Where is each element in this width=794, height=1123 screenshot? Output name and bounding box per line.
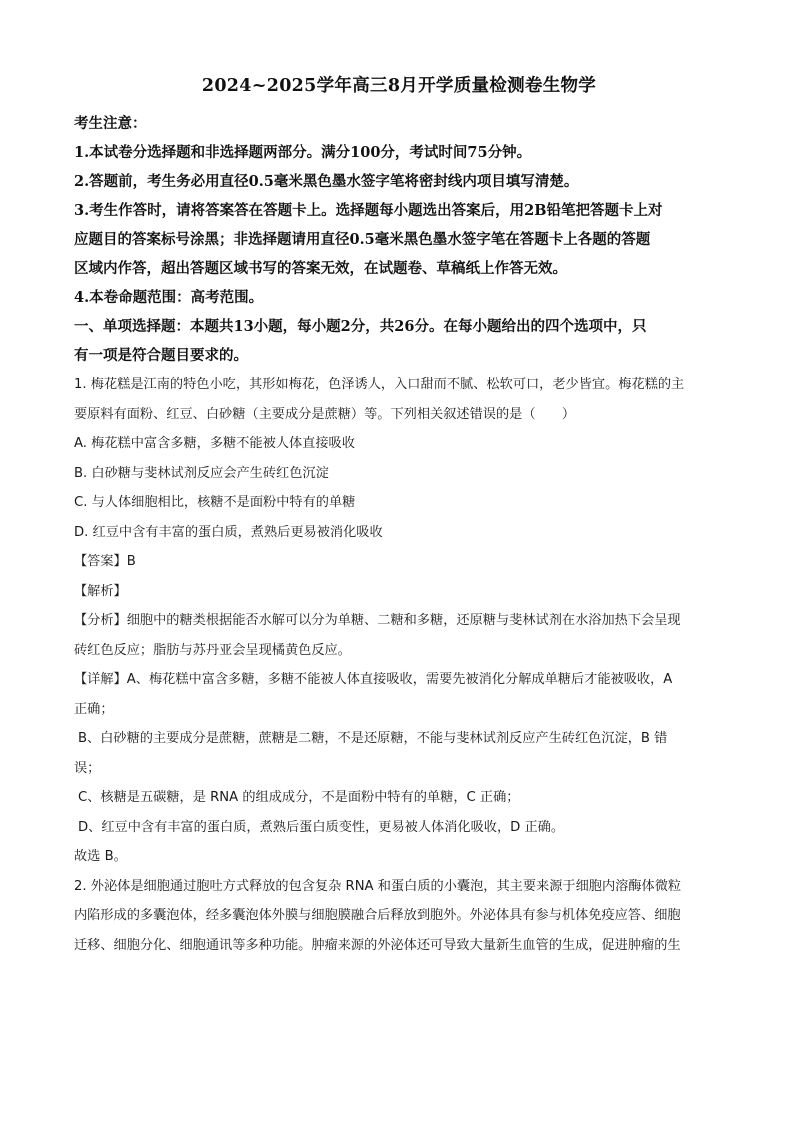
document-title: 2024~2025学年高三8月开学质量检测卷生物学 bbox=[201, 76, 597, 96]
option-c: C. 与人体细胞相比，核糖不是面粉中特有的单糖 bbox=[74, 495, 356, 510]
question-stem: 1. 梅花糕是江南的特色小吃，其形如梅花，色泽诱人，入口甜而不腻、松软可口，老少皆宜。梅花糕的主 bbox=[74, 377, 685, 392]
question-stem: 要原料有面粉、红豆、白砂糖（主要成分是蔗糖）等。下列相关叙述错误的是（ ） bbox=[74, 406, 576, 422]
section-heading: 一、单项选择题：本题共13小题，每小题2分，共26分。在每小题给出的四个选项中，只 bbox=[74, 318, 647, 335]
answer: 【答案】B bbox=[74, 554, 136, 569]
analysis-line: 【分析】细胞中的糖类根据能否水解可以分为单糖、二糖和多糖，还原糖与斐林试剂在水浴加热下会呈现 bbox=[74, 613, 681, 628]
notice-heading: 考生注意： bbox=[74, 115, 147, 132]
option-b: B. 白砂糖与斐林试剂反应会产生砖红色沉淀 bbox=[74, 465, 329, 481]
notice-line: 2.答题前，考生务必用直径0.5毫米黑色墨水签字笔将密封线内项目填写清楚。 bbox=[74, 173, 579, 190]
option-d: D. 红豆中含有丰富的蛋白质，煮熟后更易被消化吸收 bbox=[74, 524, 383, 540]
question-stem: 迁移、细胞分化、细胞通讯等多种功能。肿瘤来源的外泌体还可导致大量新生血管的生成，促进肿瘤的生 bbox=[74, 937, 681, 953]
section-heading: 有一项是符合题目要求的。 bbox=[74, 347, 248, 364]
notice-line: 应题目的答案标号涂黑；非选择题请用直径0.5毫米黑色墨水签字笔在答题卡上各题的答题 bbox=[74, 231, 651, 248]
option-a: A. 梅花糕中富含多糖，多糖不能被人体直接吸收 bbox=[74, 436, 355, 451]
detail-line: D、红豆中含有丰富的蛋白质，煮熟后蛋白质变性，更易被人体消化吸收，D 正确。 bbox=[78, 819, 565, 835]
question-1 bbox=[74, 370, 724, 872]
detail-line: C、核糖是五碳糖，是 RNA 的组成成分，不是面粉中特有的单糖，C 正确； bbox=[78, 790, 520, 805]
question-2 bbox=[74, 872, 724, 961]
detail-line: 【详解】A、梅花糕中富含多糖，多糖不能被人体直接吸收，需要先被消化分解成单糖后才能被吸收，A bbox=[74, 672, 673, 687]
notice-line: 3.考生作答时，请将答案答在答题卡上。选择题每小题选出答案后，用2B铅笔把答题卡上对 bbox=[74, 202, 663, 219]
question-stem: 内陷形成的多囊泡体，经多囊泡体外膜与细胞膜融合后释放到胞外。外泌体具有参与机体免疫应答、细胞 bbox=[74, 908, 681, 923]
detail-line: 误； bbox=[74, 760, 101, 776]
detail-line: 故选 B。 bbox=[74, 849, 127, 864]
notice-line: 1.本试卷分选择题和非选择题两部分。满分100分，考试时间75分钟。 bbox=[74, 144, 532, 161]
document-content bbox=[74, 72, 724, 960]
detail-line: B、白砂糖的主要成分是蔗糖，蔗糖是二糖，不是还原糖，不能与斐林试剂反应产生砖红色沉淀，B 错 bbox=[78, 731, 668, 746]
notice-line: 区域内作答，超出答题区域书写的答案无效，在试题卷、草稿纸上作答无效。 bbox=[74, 260, 567, 277]
analysis-line: 砖红色反应；脂肪与苏丹亚会呈现橘黄色反应。 bbox=[74, 642, 351, 658]
analysis-heading: 【解析】 bbox=[74, 583, 127, 599]
question-stem: 2. 外泌体是细胞通过胞吐方式释放的包含复杂 RNA 和蛋白质的小囊泡，其主要来源于细胞内溶酶体微粒 bbox=[74, 878, 682, 894]
detail-line: 正确； bbox=[74, 701, 114, 717]
notice-line: 4.本卷命题范围：高考范围。 bbox=[74, 289, 264, 306]
